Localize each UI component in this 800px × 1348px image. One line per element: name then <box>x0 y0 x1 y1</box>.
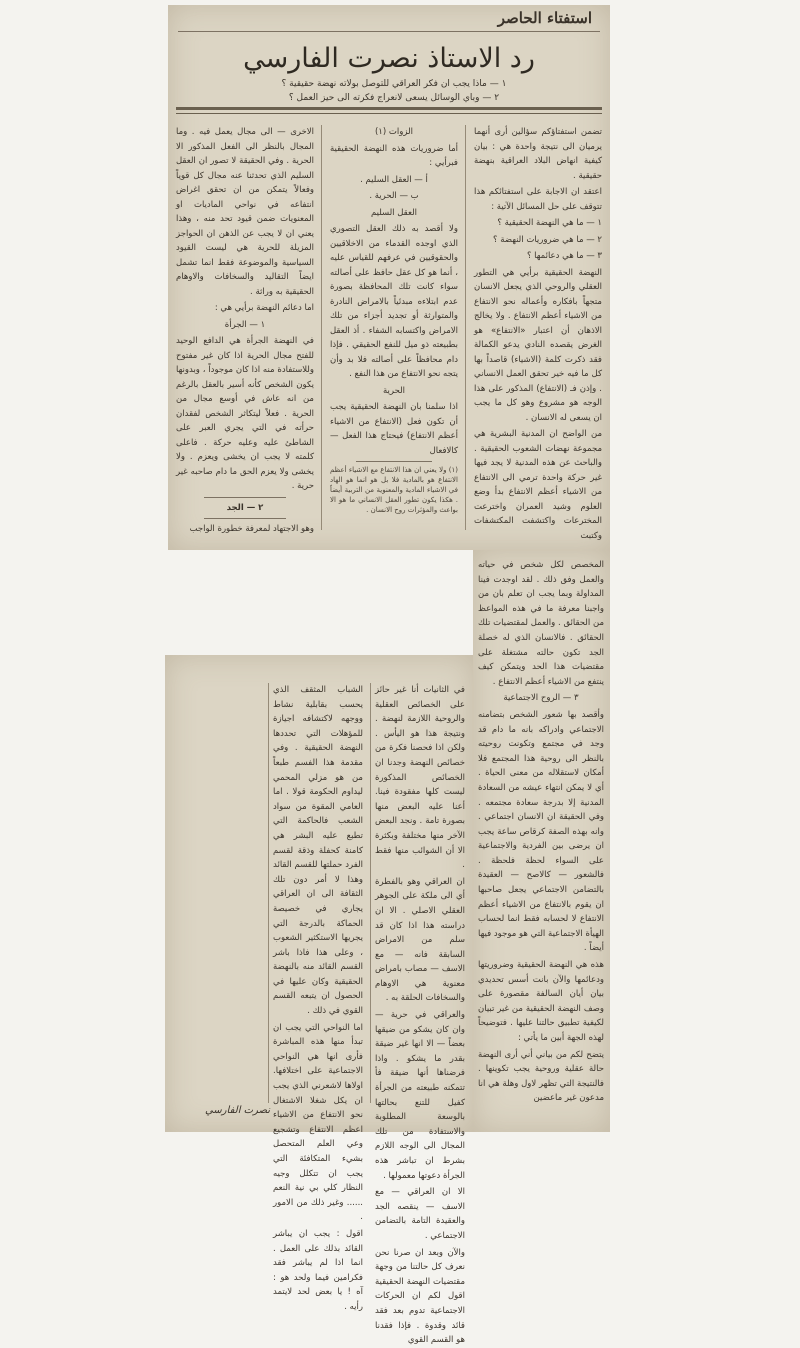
bottom-column-2 <box>273 683 363 1312</box>
column-b <box>330 125 458 545</box>
list-item: ب — الحرية . <box>369 191 419 201</box>
paragraph: في الثانيات أنا غير حائز على الخصائص العقلية والروحية اللازمة لنهضة . ونتيجة هذا هو اليأس . ولكن اذا فحصنا فكرة من خصائص النهضة وجدنا ان الخصائص المذكورة ليست كلها مفقودة فينا. أعنا عليه البعض منها بصورة تامة . ونجد البعض الآخر منها مختلفة وبكثرة الا أن الشوائب منها فقط . <box>375 685 465 871</box>
continuation-line: وهو الاجتهاد لمعرفة خطورة الواجب <box>189 524 314 534</box>
section-rule <box>204 497 287 498</box>
paragraph: هذه هي النهضة الحقيقية وضروريتها ودعائمها والآن بانت أسس تحديدي بيان أيان السالفة مقصورة على وصف النهضة الحقيقية من غير تبيان لكيفية تطبيق حالتنا عليها . فتوضيحاً لهذه الجهة أبين ما يأتي : <box>478 960 604 1043</box>
article-subheads <box>208 77 580 105</box>
paragraph: اقول : يجب ان يباشر القائد بذلك على العمل . انما اذا لم يباشر فقد فكرامين فيما ولحد هو : آه ! يا بعض لحد لايتمد رأيه . <box>273 1228 363 1312</box>
section-label: استفتاء الحاصر <box>497 9 592 27</box>
footnote: (١) ولا يعني ان هذا الانتفاع مع الاشياء أعظم الانتفاع هو بالمادية فلا بل هو انما هو الهاد في الاشياء المادية والمعنوية من التربية أيضاً . هكذا يكون تطور العقل الانساني ما هو الا بواعث والمؤثرات روح الانسان . <box>330 466 458 514</box>
bottom-column-3 <box>171 683 261 1128</box>
column-divider <box>465 125 466 530</box>
paragraph: من الواضح ان المدنية البشرية هي مجموعة نهضات الشعوب الحقيقية . والباحث عن هذه المدنية لا يجد فيها غير حركة واحدة ترمي الى الانتفاع من الاشياء أعظم الانتفاع بدأ وضع العلوم وشيد العمران واخترعت المخترعات واكتشفت المكتشفات وكتبت <box>474 429 602 541</box>
paragraph: اما دعائم النهضة برأيي هي : <box>214 303 314 313</box>
subhead-1: ١ — ماذا يجب ان فكر العراقي للتوصل بولاته نهضة حقيقية ؟ <box>281 79 507 89</box>
paragraph: في النهضة الجرأة هي الدافع الوحيد للفتح مجال الحرية اذا كان غير مفتوح وللاستفادة منه اذا كان موجوداً ، وبدونها يكون الشخص كأنه أسير بالعقل بالرغم من انه عاش في أوسع مجال من الحرية . فعلاً ليتكاثر الشخص لفقدان حرأته في التي يجري العبر على الشاطئ عليه وعليه حركة . فاعلى كلمته لا يجب ان يخشى ويعزم . ولا يخشى ولا يعزم الحق ما دام صاحبه غير حرية . <box>176 336 314 491</box>
article-clipping-bottom <box>165 655 473 1346</box>
paragraph: المخصص لكل شخص في حياته والعمل وفق ذلك . لقد اوجدت فينا المداولة وبما يجب ان تعلم بان من واجبنا معرفة ما في هذه المواعظ من الحقائق . والعمل لمقتضيات تلك الحقائق . فالانسان الذي له خصلة الجد تكون حالته مشتغلة على مقتضيات هذا الحد ويتمكن كيف ينتفع من الاشياء أعظم الانتفاع . <box>478 560 604 687</box>
end-mark: ٢ — الجد <box>226 502 264 513</box>
paragraph: والعراقي في حرية — وان كان يشكو من ضيقها بعضاً — الا انها غير ضيقة بقدر ما يشكو . واذا فرضناها أنها ضيقة فأ تتمكنه طبيعته من الجرأة كفيل للتنع بحالتها بالوسعة المطلوبة والاستفادة من تلك المجال الى الوجه اللازم بشرط ان تباشر هذه الجرأة دعوتها معمولها . <box>375 1010 465 1181</box>
author-signature: نصرت الفارسي <box>205 1105 271 1116</box>
column-divider <box>321 125 322 530</box>
paragraph: النهضة الحقيقية برأيي هي التطور العقلي والروحي الذي يجعل الانسان متجهاً بافكاره وأعماله نحو الانتفاع من الاشياء أعظم الانتفاع . ولا يخالج الاذهان أن اعتبار «الانتفاع» هو الغرض يقصده النادي يدعو الكمالة فقد ذكرت كلمة (الاشياء) قاصداً بها كل ما فيه خير تحقق العمل الانساني . وإذن فـ (الانتفاع) المذكور على هذا الوجه هو مشروع وهو كل ما يجب ان يسعى له الانسان . <box>474 267 602 423</box>
subhead-2: ٢ — وباي الوسائل يسعى لانعراج فكرته الى حيز العمل ؟ <box>288 93 500 103</box>
list-item: ١ — ما هي النهضة الحقيقية ؟ <box>497 218 602 228</box>
subheading: ٣ — الروح الاجتماعية <box>503 693 579 704</box>
title-thick-rule <box>176 107 602 110</box>
bottom-column-1 <box>375 683 465 1346</box>
article-clipping-top <box>168 5 610 550</box>
column-divider <box>370 683 371 1103</box>
subheading: الحرية <box>382 385 406 396</box>
title-thin-rule <box>176 113 602 114</box>
paragraph: والآن وبعد ان صرنا نحن نعرف كل حالتنا من وجهة مقتضيات النهضة الحقيقية اقول لكم ان الحركات الاجتماعية تدوم بعد فقد قائد وقدوة . فإذا فقدنا هو القسم القوي <box>375 1247 465 1346</box>
paragraph: الشباب المثقف الذي يحسب بقابلية نشاط ووجهه لاكتشافه اجيازة للمؤهلات التي تحددها النهضة الحقيقية . وفي مقدمة هذا الفسم طبعاً من هو مزلي المحمي ليداوم الحكومة قولا . اما العامي المقوة من سواد الشعب فالحاكمة التي تطبع عليه البشر هي كامنة كحفلة وذقة لقسم الفرد حملتها للقسم القائد وهذا لا أمر دون تلك الثقافة الى ان العراقي يجاري في خصيصة الحماكة بالدرجة التي يجريها الاستكثير الشعوب ، وعلى هذا فاذا باشر القسم القائد منه بالنهضة الحقيقية وكان عليها في الحصول ان يتبعه القسم القوي في ذلك . <box>273 685 363 1017</box>
list-item: ٣ — ما هي دعائمها ؟ <box>526 251 602 261</box>
section-rule <box>204 518 287 519</box>
paragraph: الزوات (١) <box>374 127 414 137</box>
footnote-rule <box>356 461 433 462</box>
paragraph: ولا أقصد به ذلك العقل التصوري الذي اوجده القدماء من الاخلاقيين والحقوقيين في عرفهم للقياس عليه ، أنما هو كل عقل حافظ على أصالته سواء كانت تلك المحافظة بصورة عدم ابتلاءه مبدئياً بالامراض النادرة والمتوارثة أو تجديد أجزاء من تلك الامراض واكتسابه الشفاء . أذ العقل بطبيعته ذو ميل للنفع الحقيقي . فإذا دام محافظاً على أصالته فلا بد وأن يتجه نحو الانتفاع من هذا النفع . <box>330 224 458 379</box>
article-title: رد الاستاذ نصرت الفارسي <box>243 43 535 74</box>
subheading: العقل السليم <box>370 207 418 218</box>
paragraph: الا ان العراقي — مع الاسف — ينقصه الجد والعقيدة التامة بالتضامن الاجتماعي . <box>375 1187 465 1241</box>
paragraph: الاخرى — الى مجال يعمل فيه . وما المجال بالنظر الى الفعل المذكور الا الحرية . وفي الحقيقة لا تصور ان العقل السليم الذي تحدثنا عنه مجال كل قوياً وفعالاً يتمكن من ان تحقق اغراض انتفاعه في نواحي الماديات او المعنويات ضمن قيود تحد منه ، وهذا يعني ان لا يجب عن الذهن ان الحواجز المزيلة للحرية هي ليست القيود السياسية والموضوعة فقط انما تشمل ايضاً التقاليد والسخافات والاوهام الحقيقية به وراثة . <box>176 127 314 297</box>
paragraph: تضمن استفتاؤكم سؤالين أرى أنهما يرميان الى نتيجة واحدة هي : بيان كيفية انهاض البلاد العراقية بنهضة حقيقية . <box>474 127 602 181</box>
right-clip-text <box>478 558 604 1126</box>
column-c <box>176 125 314 545</box>
paragraph: وأقصد بها شعور الشخص بتضامنه الاجتماعي وادراكه بانه ما دام قد وجد في مجتمع وتكونت روحيته بالنظر الى روحية هذا المجتمع فلا أمكان لاستقلاله من معنى الحياة . أي لا يمكن انتهاء عيشه من السعادة المدنية إلا بدرجة سعادة مجتمعه . وفي الحقيقة ان الانسان اجتماعي . وانه بهذه الصفة كرقاص ساعة يجب ان يرضى بين الفردية والاجتماعية على السواء لحظة فلحظة . فالشعور — كالاصح — العقيدة بالتضامن الاجتماعي يجعل صاحبها ان يقوم بالانتفاع من الاشياء أعظم الانتفاع لا لحسابه فقط انما لحساب الهيأة الاجتماعية التي هو موجود فيها أيضاً . <box>478 709 604 954</box>
column-divider <box>268 683 269 1103</box>
article-clipping-right <box>473 550 610 1132</box>
paragraph: يتضح لكم من بياني أني أرى النهضة حالة عقلية وروحية يجب تكوينها . فالنتيجة التي تظهر لاول وهلة هي انا مدعون غير ماعضين <box>478 1049 604 1104</box>
list-item: ٢ — ما هي ضروريات النهضة ؟ <box>493 234 602 245</box>
column-a <box>474 125 602 545</box>
subheading: ١ — الجرأة <box>224 319 266 330</box>
paragraph: اعتقد ان الاجابة على استفتائكم هذا تتوقف على حل المسائل الآتية : <box>474 187 602 212</box>
paragraph: أما ضروريات هذه النهضة الحقيقية فبرأيي : <box>330 143 458 168</box>
header-rule <box>178 31 600 32</box>
paragraph: اذا سلمنا بان النهضة الحقيقية يجب أن تكون فعل (الانتفاع من الاشياء أعظم الانتفاع) فيحتاج هذا الفعل — كالافعال <box>330 402 458 456</box>
paragraph: اما النواحي التي يجب ان تبدأ منها هذه المباشرة فأرى انها هي النواحي الاجتماعية على اختلافها. اولاها لاشعرني الذي يجب ان يكل شغلا الاشتغال نحو الانتفاع من الاشياء اعظم الانتفاع وتشجيع وعي العلم المتحصل بشيء المتكافئة التي يجب ان تتكلل وجيه النظار كلي بي نية النعم ...... وغير ذلك من الامور . <box>273 1022 363 1223</box>
paragraph: ان العراقي وهو بالفطرة أي الى ملكة على الجوهر العقلي الاصلي . الا ان دراسته هذا اذا كان قد سلم من الامراض السابقة فانه — مع الاسف — مصاب بامراض معنوية هي الاوهام والسخافات الحلقة به . <box>375 876 465 1004</box>
list-item: أ — العقل السليم . <box>360 174 428 185</box>
